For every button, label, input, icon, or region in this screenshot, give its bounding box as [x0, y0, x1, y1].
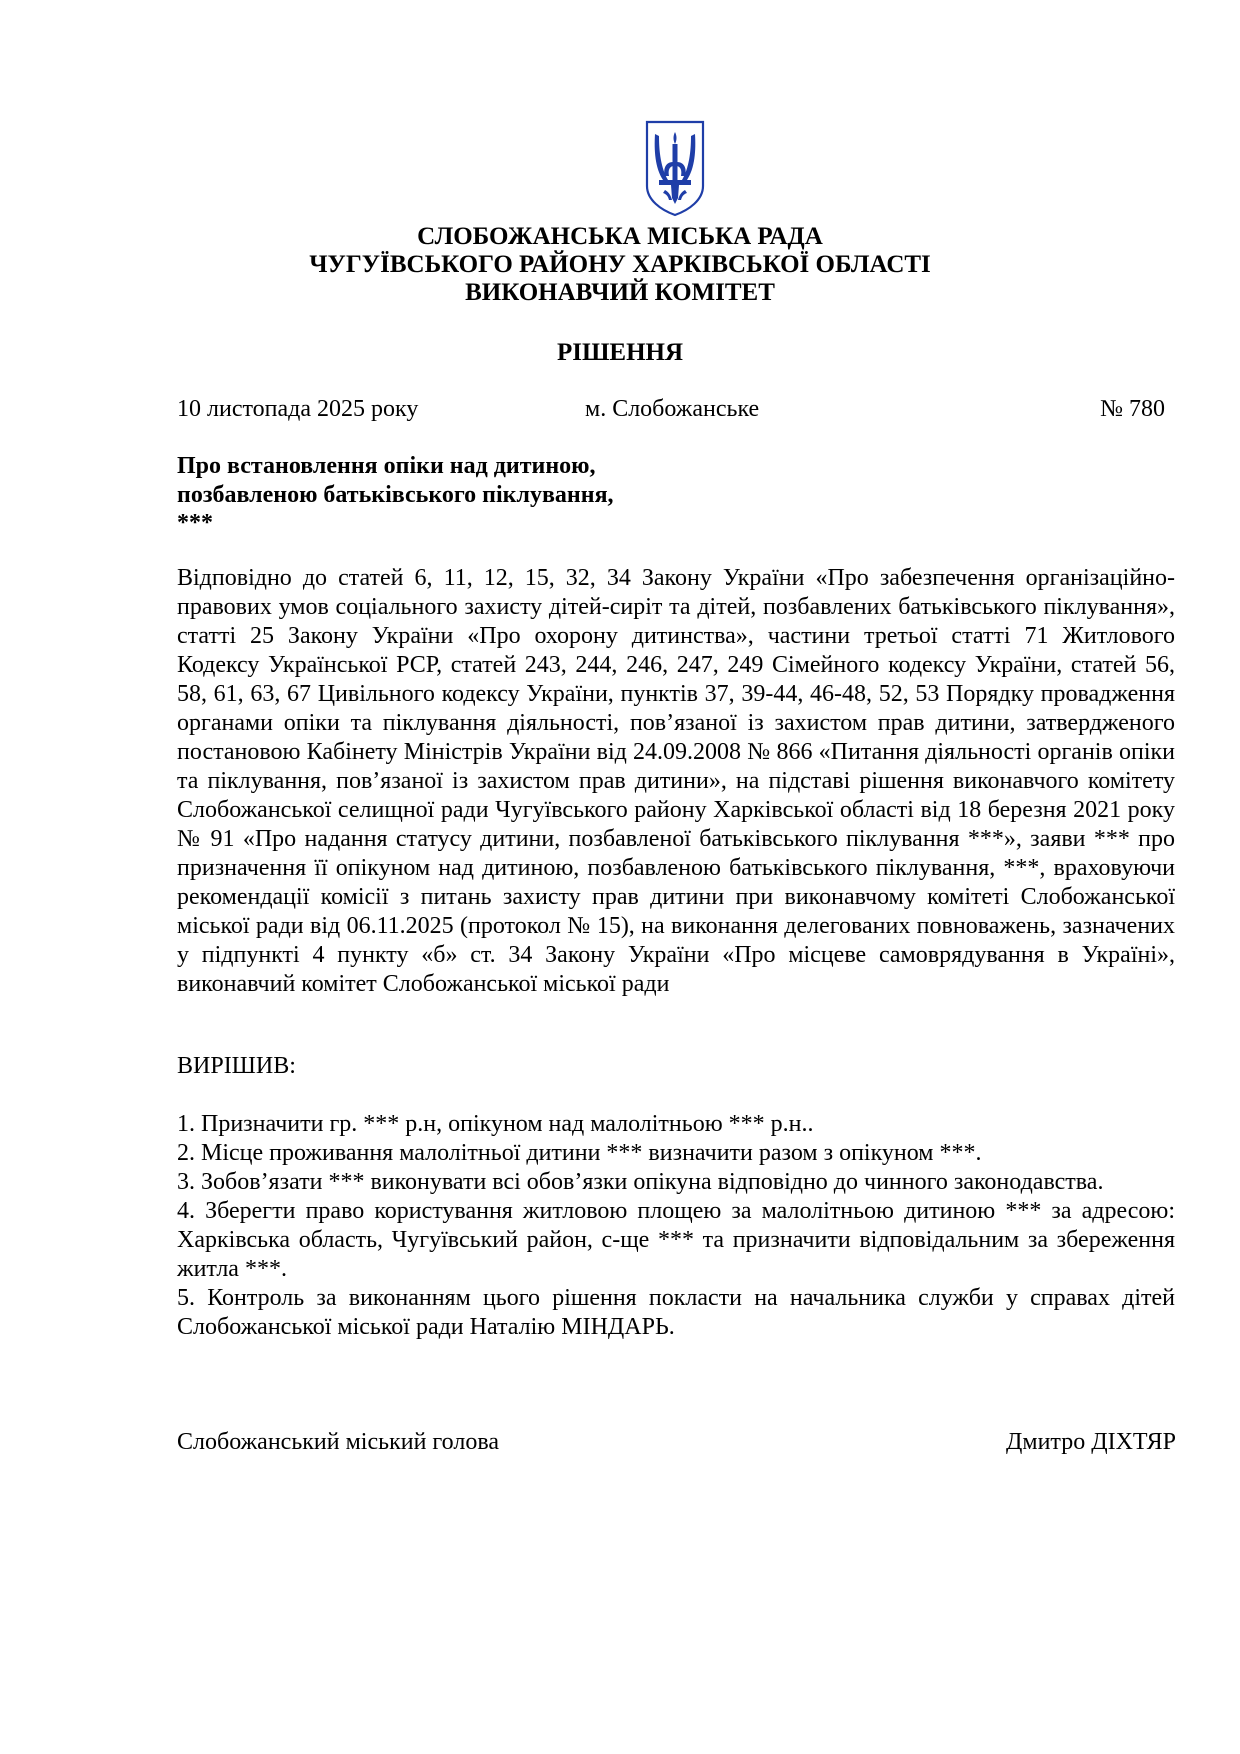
decision-item: 2. Місце проживання малолітньої дитини *** визначити разом з опікуном ***. [177, 1140, 982, 1166]
tryzub-coat-of-arms-icon [643, 118, 707, 218]
decision-title: РІШЕННЯ [556, 339, 684, 366]
subject-line-1: Про встановлення опіки над дитиною, [177, 453, 596, 479]
decision-city: м. Слобожанське [585, 396, 760, 422]
decision-items [177, 1110, 1175, 1342]
decision-date: 10 листопада 2025 року [177, 396, 419, 422]
signatory-name: Дмитро ДІХТЯР [1006, 1429, 1176, 1455]
council-header [0, 223, 1240, 307]
decision-number: № 780 [1100, 396, 1165, 422]
decision-item: 4. Зберегти право користування житловою площею за малолітньою дитиною *** за адресою: Харківська область, Чугуївський район, с-ще *** та призначити відповідальним за збереження житла ***. [177, 1198, 1175, 1282]
subject-line-2: позбавленою батьківського піклування, [177, 481, 614, 508]
decision-item: 1. Призначити гр. *** р.н, опікуном над малолітньою *** р.н.. [177, 1111, 814, 1137]
resolved-label: ВИРІШИВ: [177, 1053, 296, 1079]
decision-item: 5. Контроль за виконанням цього рішення покласти на начальника служби у справах дітей Слобожанської міської ради Наталію МІНДАРЬ. [177, 1285, 1175, 1340]
header-line-1: СЛОБОЖАНСЬКА МІСЬКА РАДА [417, 223, 823, 250]
preamble-paragraph: Відповідно до статей 6, 11, 12, 15, 32, 34 Закону України «Про забезпечення організаційно-правових умов соціального захисту дітей-сиріт та дітей, позбавлених батьківського піклування», статті 25 Закону України «Про охорону дитинства», частини третьої статті 71 Житлового Кодексу Української РСР, статей 243, 244, 246, 247, 249 Сімейного кодексу України, статей 56, 58, 61, 63, 67 Цивільного кодексу України, пунктів 37, 39-44, 46-48, 52, 53 Порядку провадження органами опіки та піклування діяльності, пов’язаної із захистом прав дитини, затвердженого постановою Кабінету Міністрів України від 24.09.2008 № 866 «Питання діяльності органів опіки та піклування, пов’язаної із захистом прав дитини», на підставі рішення виконавчого комітету Слобожанської селищної ради Чугуївського району Харківської області від 18 березня 2021 року № 91 «Про надання статусу дитини, позбавленої батьківського піклування ***», заяви *** про призначення її опікуном над дитиною, позбавленою батьківського піклування, ***, враховуючи рекомендації комісії з питань захисту прав дитини при виконавчому комітеті Слобожанської міської ради від 06.11.2025 (протокол № 15), на виконання делегованих повноважень, зазначених у підпункті 4 пункту «б» ст. 34 Закону України «Про місцеве самоврядування в Україні», виконавчий комітет Слобожанської міської ради [177, 565, 1175, 997]
subject-line-3: *** [177, 510, 213, 536]
header-line-3: ВИКОНАВЧИЙ КОМІТЕТ [465, 279, 775, 306]
decision-item: 3. Зобов’язати *** виконувати всі обов’язки опікуна відповідно до чинного законодавства. [177, 1169, 1104, 1195]
header-line-2: ЧУГУЇВСЬКОГО РАЙОНУ ХАРКІВСЬКОЇ ОБЛАСТІ [309, 251, 931, 278]
signatory-title: Слобожанський міський голова [177, 1429, 499, 1455]
decision-subject [177, 452, 614, 538]
